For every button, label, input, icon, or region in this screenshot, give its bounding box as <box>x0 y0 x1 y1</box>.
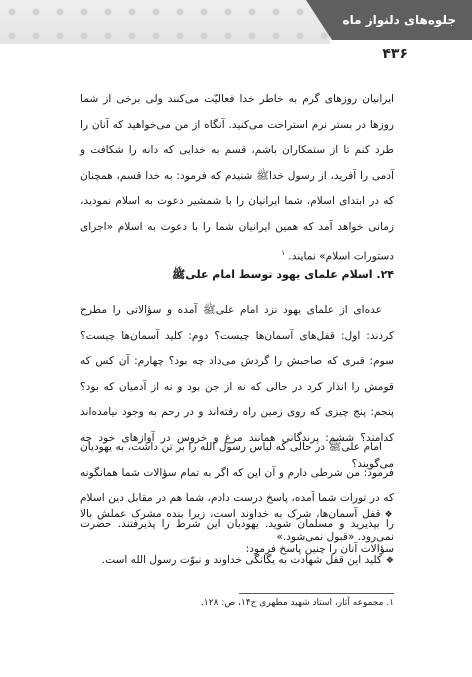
page-number: ۴۳۶ <box>382 46 408 62</box>
bullet-icon: ❖ <box>385 556 394 566</box>
bullet-item-2 <box>80 549 394 572</box>
paragraph-2-text: عده‌ای از علمای یهود نزد امام علیﷺ آمده و سؤالاتی را مطرح کردند: اول: قفل‌های آسمان‌ها چیست؟ دوم: کلید آسمان‌ها چیست؟ سوم: قبری که صاحبش را گردش می‌داد چه بود؟ چهارم: آن کس که قومش را انذار کرد در حالی که نه از جن بود و نه از آدمیان که بود؟ پنجم: پنج چیزی که روی زمین راه رفته‌اند و در رحم به وجود نیامده‌اند کدامند؟ ششم: پرندگانی همانند مرغ و خروس در آوازهای خود چه می‌گویند؟ <box>80 304 394 470</box>
footnote-marker: ۱ <box>281 248 286 257</box>
header-ornament <box>0 0 330 44</box>
paragraph-3-text: امام علیﷺ در حالی که لباس رسول الله را بر تن داشت، به یهودیان فرمود: من شرطی دارم و آن این که اگر به تمام سؤالات شما همانگونه که در تورات شما آمده، پاسخ درست دادم، شما هم در مقابل دین اسلام را بپذیرید و مسلمان شوید. یهودیان این شرط را پذیرفتند. حضرت سؤالات آنان را چنین پاسخ فرمود: <box>80 441 394 556</box>
running-title: جلوه‌های دلنواز ماه <box>342 13 456 27</box>
section-heading: ۲۴. اسلام علمای یهود توسط امام علیﷺ <box>172 268 394 281</box>
bullet-item-1-text: قفل آسمان‌ها، شرک به خداوند است، زیرا بنده مشرک عملش بالا نمی‌رود. «قبول نمی‌شود.» <box>80 508 394 543</box>
footnote-divider <box>239 593 394 594</box>
bullet-item-1 <box>80 503 394 548</box>
paragraph-1 <box>80 87 394 270</box>
bullet-item-2-text: کلید این قفل شهادت به یگانگی خداوند و نبوّت رسول الله است. <box>101 554 382 566</box>
paragraph-1-text: ایرانیان روزهای گرم به خاطر خدا فعالیّت می‌کنند ولی برخی از شما روزها در بستر نرم استراحت می‌کنید. آنگاه از من می‌خواهید که آنان را طرد کنم تا از ستمکاران باشم، قسم به خدایی که دانه را شکافت و آدمی را آفرید، از رسول خداﷺ شنیدم که فرمود: به خدا قسم، همچنان که در ابتدای اسلام، شما ایرانیان را با شمشیر دعوت به اسلام نمودید، زمانی خواهد آمد که همین ایرانیان شما را با دعوت به اسلام «اجرای دستورات اسلام» نمایند. <box>80 93 394 263</box>
footnote: ۱. مجموعه آثار، استاد شهید مطهری ج۱۴، ص: ۱۲۸. <box>201 598 394 608</box>
page-header <box>0 0 472 68</box>
bullet-icon: ❖ <box>384 510 394 520</box>
